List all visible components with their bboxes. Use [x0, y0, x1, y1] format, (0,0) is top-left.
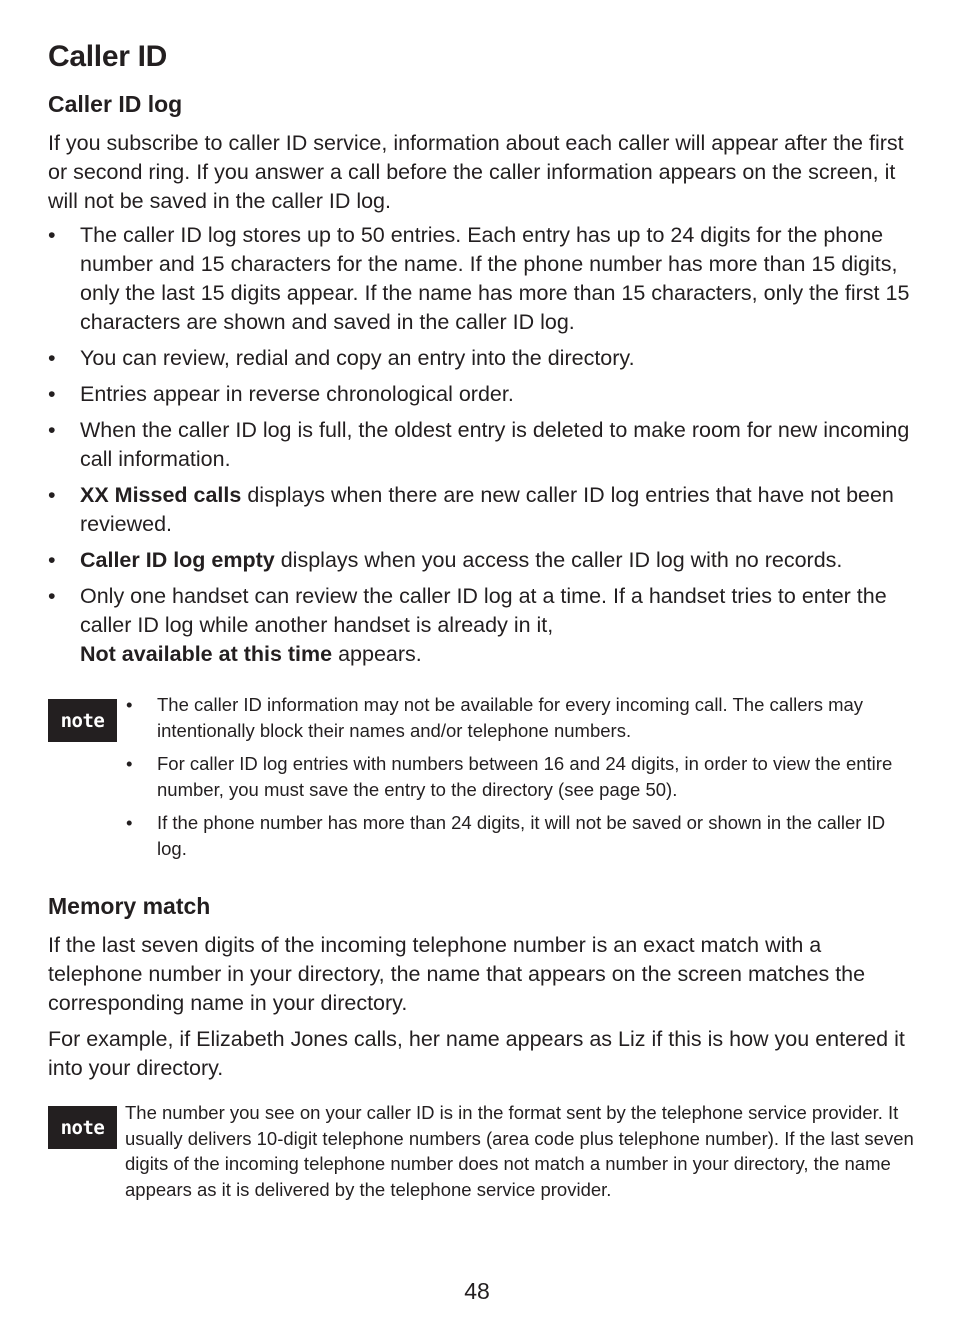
bullet-text: Only one handset can review the caller ID log at a time. If a handset tries to enter the caller ID log while another handset is already in it,: [80, 584, 887, 637]
bullet-text: appears.: [332, 642, 422, 666]
display-message-not-available: Not available at this time: [80, 642, 333, 666]
caller-id-log-intro: If you subscribe to caller ID service, information about each caller will appear after the first or second ring. If you answer a call before the caller information appears on the screen, it will not be saved in the caller ID log.: [48, 131, 904, 213]
page-title: Caller ID: [48, 40, 168, 73]
display-message-missed-calls: XX Missed calls: [80, 483, 242, 507]
bullet-item: [48, 582, 918, 669]
section-heading-caller-id-log: Caller ID log: [48, 91, 183, 117]
bullet-item: [48, 221, 918, 337]
caller-id-log-bullet-list: [48, 221, 918, 676]
bullet-text: displays when you access the caller ID log with no records.: [274, 548, 843, 572]
bullet-item: [48, 344, 918, 373]
section-heading-memory-match: Memory match: [48, 893, 211, 919]
note-item: • The caller ID information may not be available for every incoming call. The callers may intentionally block their names and/or telephone numbers.: [124, 692, 914, 744]
note-badge: note: [48, 699, 117, 742]
note-badge: note: [48, 1106, 117, 1149]
display-message-log-empty: Caller ID log empty: [80, 548, 275, 572]
caller-id-log-note-list: [124, 692, 914, 869]
memory-match-paragraph-2: For example, if Elizabeth Jones calls, her name appears as Liz if this is how you entered it into your directory.: [48, 1027, 905, 1080]
bullet-item: [48, 481, 918, 539]
bullet-item: [48, 380, 918, 409]
bullet-text: displays when there are new caller ID log entries that have not been reviewed.: [80, 483, 894, 536]
bullet-text: Entries appear in reverse chronological order.: [80, 382, 514, 406]
note-item: • For caller ID log entries with numbers between 16 and 24 digits, in order to view the entire number, you must save the entry to the directory (see page 50).: [124, 751, 914, 803]
page-number: 48: [464, 1278, 490, 1304]
bullet-text: The caller ID log stores up to 50 entries. Each entry has up to 24 digits for the phone number and 15 characters for the name. If the phone number has more than 15 digits, only the last 15 digits appear. If the name has more than 15 characters, only the first 15 characters are shown and saved in the caller ID log.: [80, 223, 910, 334]
bullet-item: [48, 416, 918, 474]
memory-match-paragraph-1: If the last seven digits of the incoming telephone number is an exact match with a telephone number in your directory, the name that appears on the screen matches the corresponding name in your directory.: [48, 933, 866, 1015]
note-item: • If the phone number has more than 24 digits, it will not be saved or shown in the caller ID log.: [124, 810, 914, 862]
bullet-item: [48, 546, 918, 575]
bullet-text: You can review, redial and copy an entry into the directory.: [80, 346, 635, 370]
memory-match-note-text: The number you see on your caller ID is in the format sent by the telephone service provider. It usually delivers 10-digit telephone numbers (area code plus telephone number). If the last seven digits of the incoming telephone number does not match a number in your directory, the name appears as it is delivered by the telephone service provider.: [125, 1102, 914, 1200]
bullet-text: When the caller ID log is full, the oldest entry is deleted to make room for new incoming call information.: [80, 418, 910, 471]
